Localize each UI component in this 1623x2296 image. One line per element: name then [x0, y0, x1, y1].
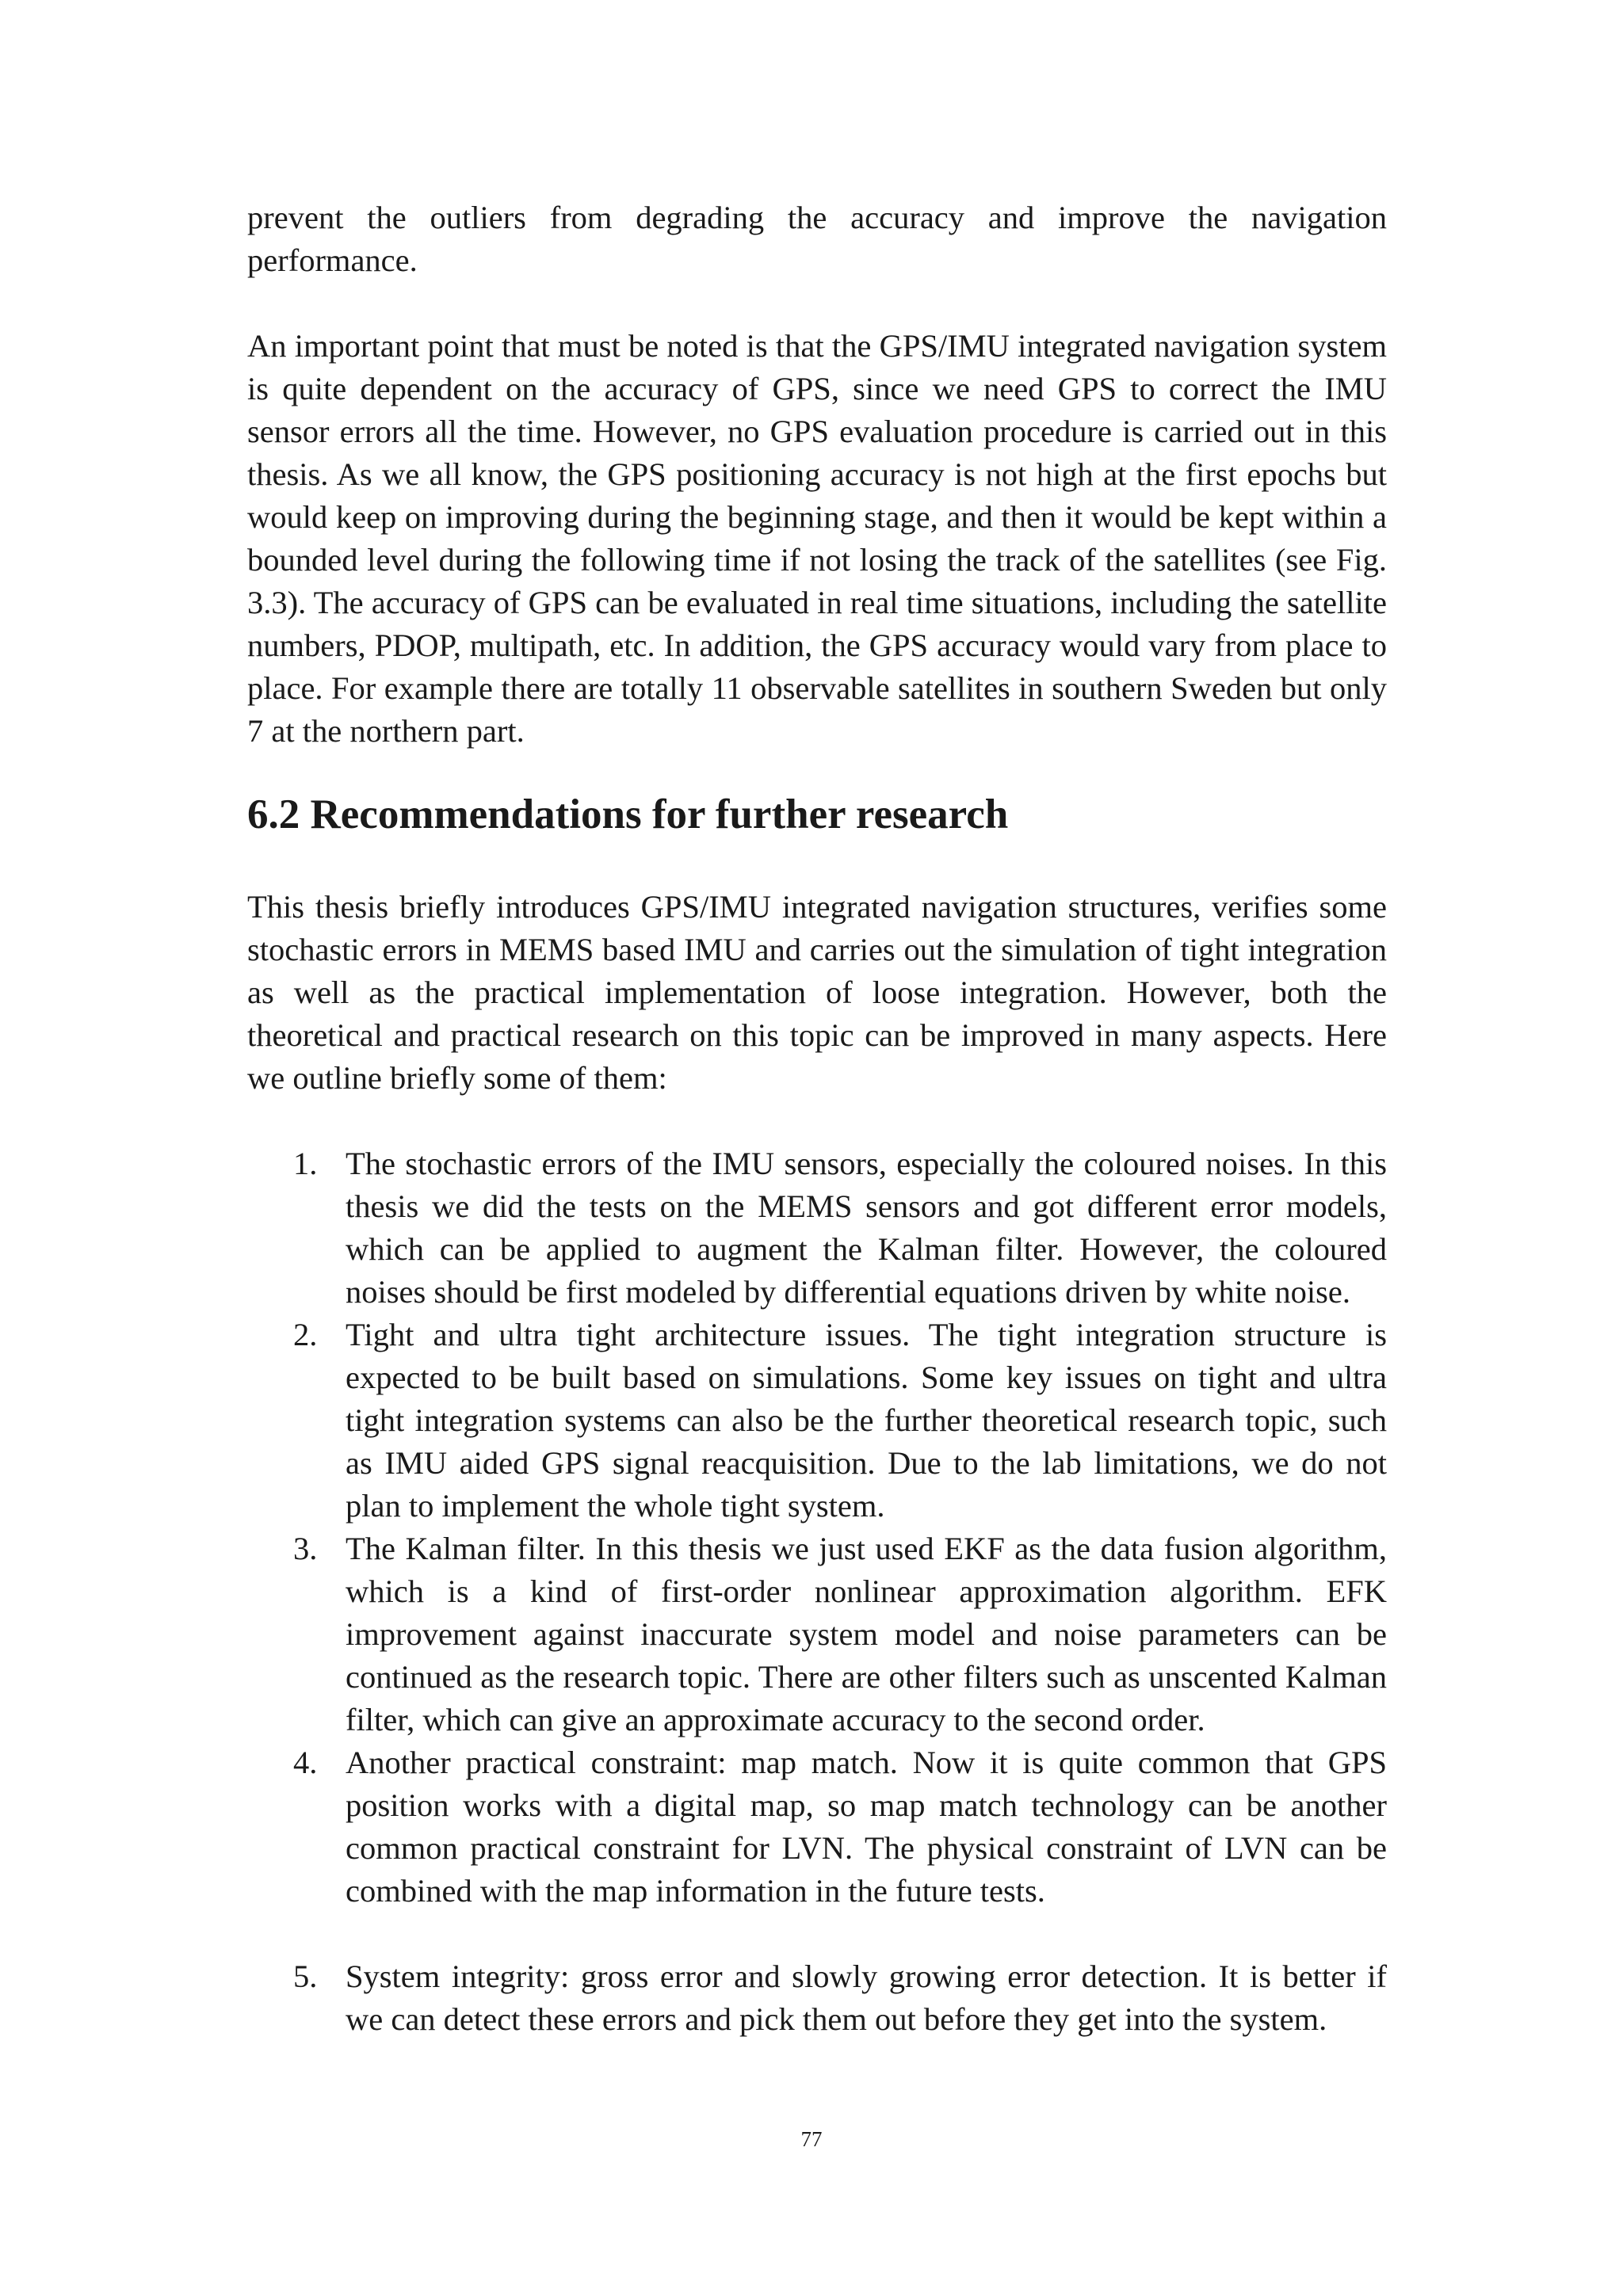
- paragraph-continuation: prevent the outliers from degrading the accuracy and improve the navigation performance.: [247, 200, 1387, 278]
- section-heading: 6.2 Recommendations for further research: [247, 791, 1009, 837]
- list-item: [247, 1142, 1387, 1314]
- list-item: [247, 1314, 1387, 1527]
- list-item-number: 4.: [293, 1745, 318, 1780]
- list-item: [247, 1527, 1387, 1741]
- list-item-number: 1.: [293, 1146, 318, 1181]
- list-item-text: Another practical constraint: map match. Now it is quite common that GPS position works with a digital map, so map match technology can be another common practical constraint for LVN. The physical constraint of LVN can be combined with the map information in the future tests.: [346, 1745, 1387, 1909]
- list-item-text: The stochastic errors of the IMU sensors, especially the coloured noises. In this thesis we did the tests on the MEMS sensors and got different error models, which can be applied to augment the Kalman filter. However, the coloured noises should be first modeled by differential equations driven by white noise.: [346, 1146, 1387, 1310]
- list-item-number: 3.: [293, 1531, 318, 1566]
- recommendations-list: [247, 1142, 1387, 2041]
- page-body: [247, 196, 1387, 2041]
- list-item-text: The Kalman filter. In this thesis we just used EKF as the data fusion algorithm, which is a kind of first-order nonlinear approximation algorithm. EFK improvement against inaccurate system model and noise parameters can be continued as the research topic. There are other filters such as unscented Kalman filter, which can give an approximate accuracy to the second order.: [346, 1531, 1387, 1737]
- page-number: 77: [800, 2127, 823, 2151]
- list-item-text: Tight and ultra tight architecture issues. The tight integration structure is expected to be built based on simulations. Some key issues on tight and ultra tight integration systems can also be the further theoretical research topic, such as IMU aided GPS signal reacquisition. Due to the lab limitations, we do not plan to implement the whole tight system.: [346, 1317, 1387, 1524]
- paragraph-gps-dependence: An important point that must be noted is that the GPS/IMU integrated navigation system is quite dependent on the accuracy of GPS, since we need GPS to correct the IMU sensor errors all the time. However, no GPS evaluation procedure is carried out in this thesis. As we all know, the GPS positioning accuracy is not high at the first epochs but would keep on improving during the beginning stage, and then it would be kept within a bounded level during the following time if not losing the track of the satellites (see Fig. 3.3). The accuracy of GPS can be evaluated in real time situations, including the satellite numbers, PDOP, multipath, etc. In addition, the GPS accuracy would vary from place to place. For example there are totally 11 observable satellites in southern Sweden but only 7 at the northern part.: [247, 328, 1387, 749]
- list-item-text: System integrity: gross error and slowly growing error detection. It is better if we can detect these errors and pick them out before they get into the system.: [346, 1958, 1387, 2037]
- list-item-number: 2.: [293, 1317, 318, 1352]
- list-item-number: 5.: [293, 1958, 318, 1994]
- list-item: [247, 1955, 1387, 2041]
- list-item: [247, 1741, 1387, 1913]
- section-intro: This thesis briefly introduces GPS/IMU integrated navigation structures, verifies some stochastic errors in MEMS based IMU and carries out the simulation of tight integration as well as the practical implementation of loose integration. However, both the theoretical and practical research on this topic can be improved in many aspects. Here we outline briefly some of them:: [247, 889, 1387, 1096]
